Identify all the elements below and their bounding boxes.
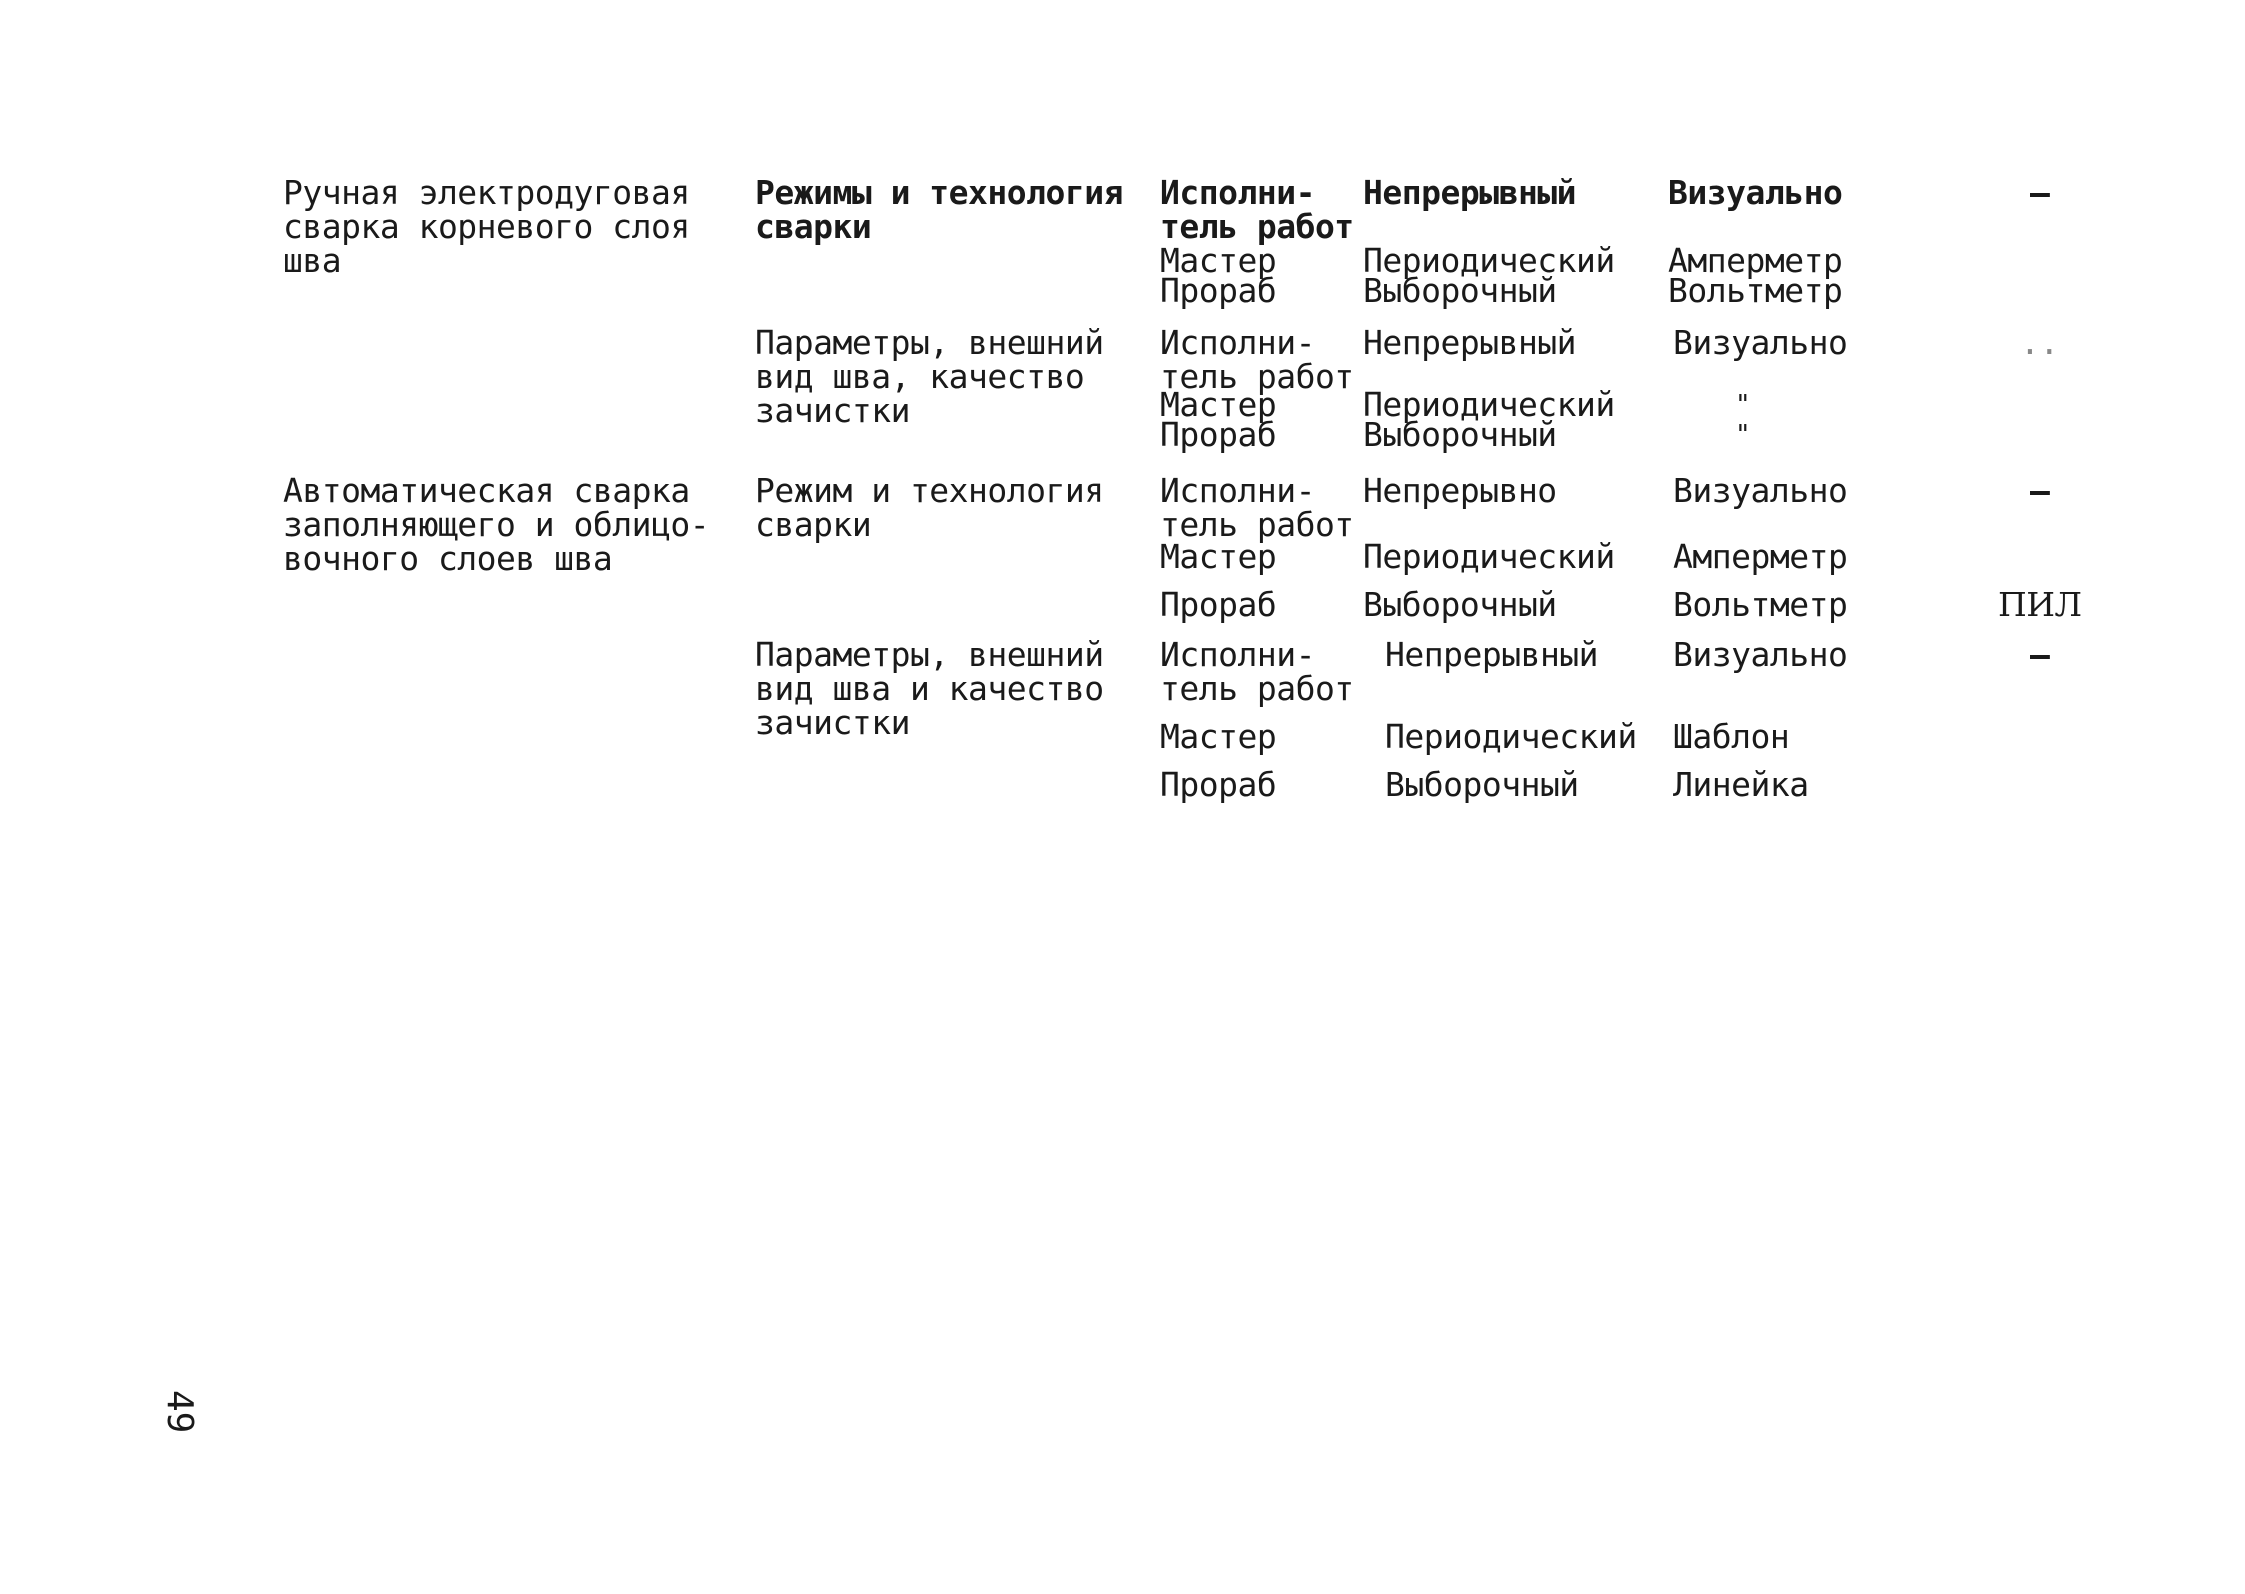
performer-text: Исполни- тель работ: [1160, 173, 1354, 246]
object-text: Режимы и технология сварки: [755, 173, 1123, 246]
performer-text: Мастер: [1160, 717, 1277, 756]
control-kind-text: Периодический: [1363, 241, 1615, 280]
control-method-text: Линейка: [1673, 765, 1809, 804]
control-method-text: Визуально: [1668, 173, 1843, 212]
control-kind-text: Периодический: [1385, 717, 1637, 756]
control-kind-text: Выборочный: [1363, 271, 1557, 310]
control-method-text: Шаблон: [1673, 717, 1790, 756]
control-kind-text: Выборочный: [1363, 585, 1557, 624]
performer-text: Прораб: [1160, 585, 1277, 624]
performer-text: Исполни- тель работ: [1160, 471, 1354, 544]
control-method-text: Амперметр: [1673, 537, 1848, 576]
control-kind-text: Непрерывный: [1385, 635, 1599, 674]
object-text: Режим и технология сварки: [755, 471, 1104, 544]
object-text: Параметры, внешний вид шва и качество зачистки: [755, 635, 1104, 742]
document-mark: –: [2030, 635, 2050, 674]
control-kind-text: Периодический: [1363, 385, 1615, 424]
control-kind-text: Непрерывный: [1363, 173, 1577, 212]
control-method-text: Визуально: [1673, 323, 1848, 362]
control-kind-text: Непрерывно: [1363, 471, 1557, 510]
operation-text: Автоматическая сварка заполняющего и облицо- вочного слоев шва: [283, 471, 710, 578]
object-text: Параметры, внешний вид шва, качество зачистки: [755, 323, 1104, 430]
control-kind-text: Периодический: [1363, 537, 1615, 576]
control-method-text: Визуально: [1673, 635, 1848, 674]
performer-text: Прораб: [1160, 271, 1277, 310]
control-kind-text: Непрерывный: [1363, 323, 1577, 362]
ditto-mark: ": [1735, 420, 1751, 450]
operation-text: Ручная электродуговая сварка корневого слоя шва: [283, 173, 690, 280]
document-mark: ..: [2020, 323, 2059, 362]
performer-text: Прораб: [1160, 415, 1277, 454]
control-method-text: Вольтметр: [1673, 585, 1848, 624]
document-code: ПИЛ: [1998, 585, 2082, 624]
control-method-text: Вольтметр: [1668, 271, 1843, 310]
performer-text: Прораб: [1160, 765, 1277, 804]
performer-text: Исполни- тель работ: [1160, 323, 1354, 396]
control-kind-text: Выборочный: [1385, 765, 1579, 804]
performer-text: Исполни- тель работ: [1160, 635, 1354, 708]
performer-text: Мастер: [1160, 385, 1277, 424]
document-mark: –: [2030, 173, 2050, 212]
performer-text: Мастер: [1160, 241, 1277, 280]
performer-text: Мастер: [1160, 537, 1277, 576]
document-mark: –: [2030, 471, 2050, 510]
page-number: 49: [159, 1390, 200, 1434]
control-method-text: Визуально: [1673, 471, 1848, 510]
control-kind-text: Выборочный: [1363, 415, 1557, 454]
control-method-text: Амперметр: [1668, 241, 1843, 280]
ditto-mark: ": [1735, 390, 1751, 420]
